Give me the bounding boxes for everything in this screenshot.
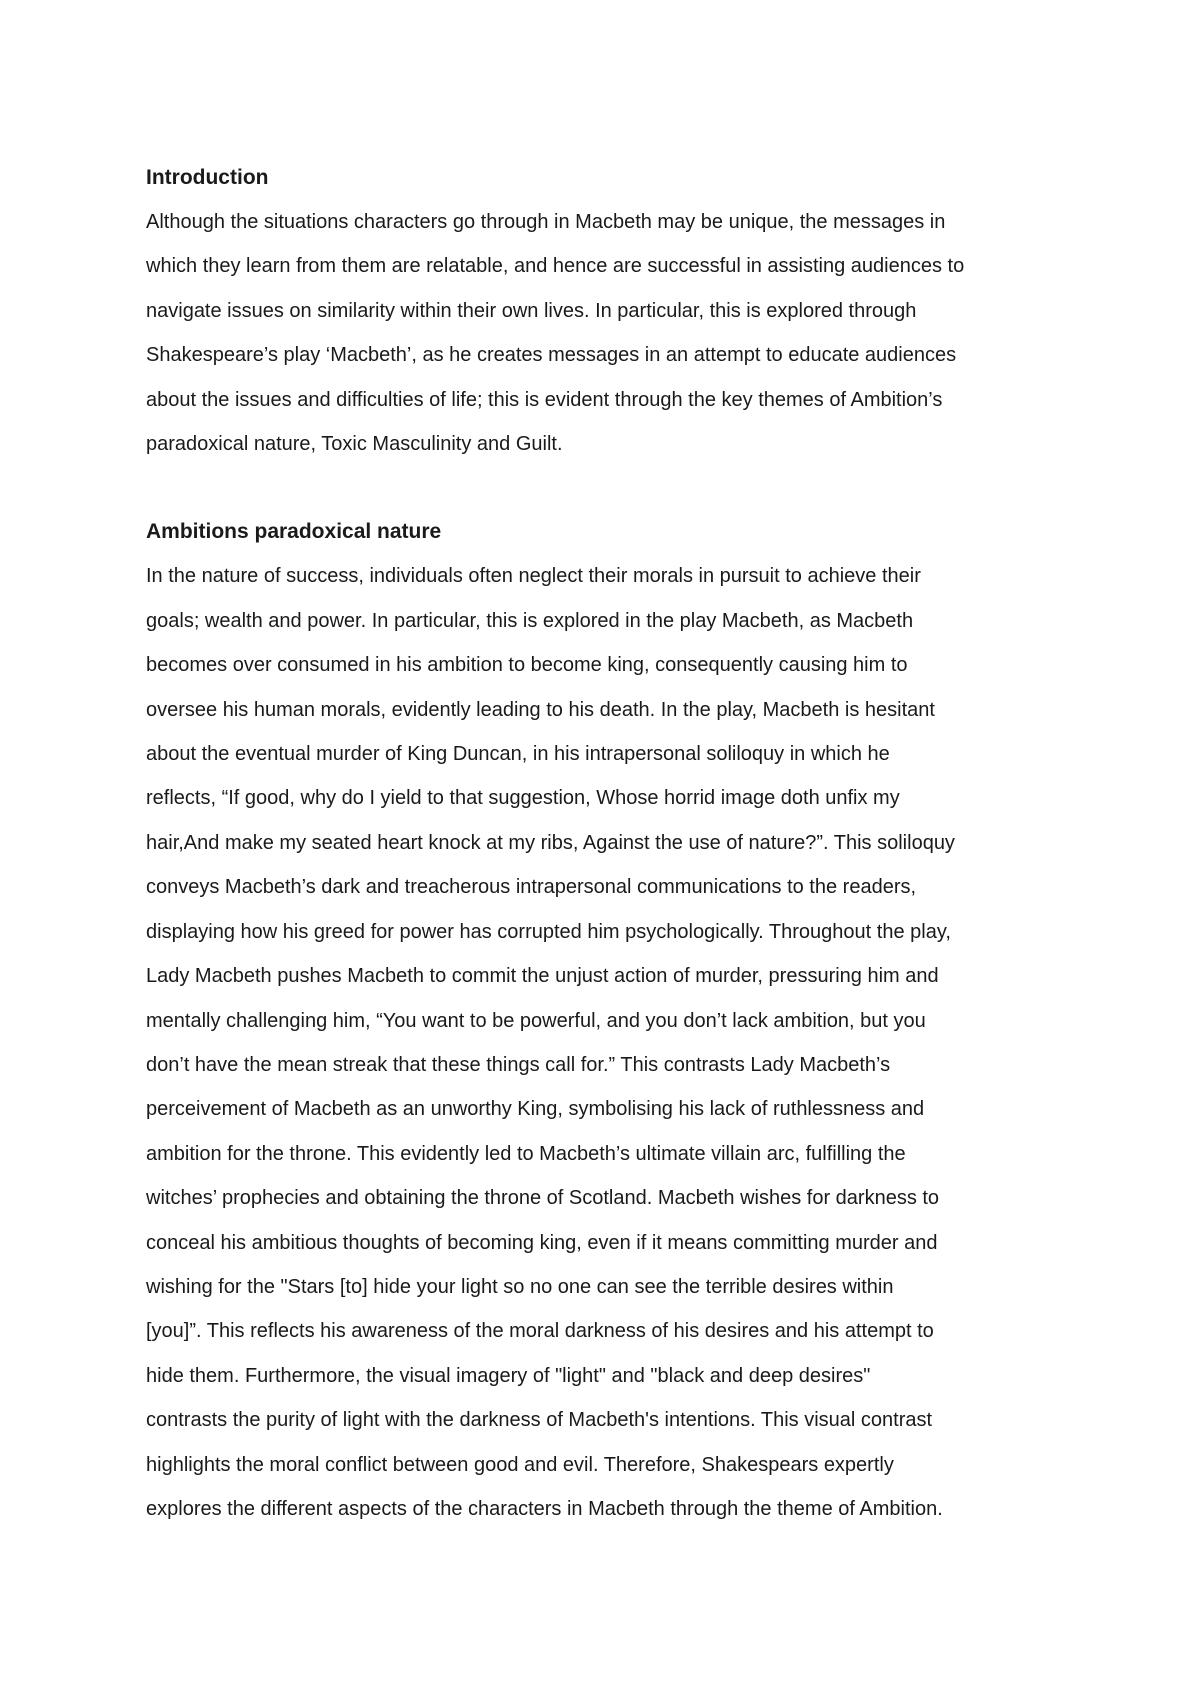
text-line: Shakespeare’s play ‘Macbeth’, as he creates messages in an attempt to educate audiences — [146, 344, 957, 367]
text-line: conceal his ambitious thoughts of becoming king, even if it means committing murder and — [146, 1231, 938, 1254]
text-line: which they learn from them are relatable, and hence are successful in assisting audiences to — [146, 255, 965, 278]
text-line: hide them. Furthermore, the visual imagery of "light" and "black and deep desires" — [146, 1364, 871, 1387]
text-line: In the nature of success, individuals often neglect their morals in pursuit to achieve their — [146, 565, 921, 588]
text-line: explores the different aspects of the characters in Macbeth through the theme of Ambition. — [146, 1497, 943, 1520]
text-line: reflects, “If good, why do I yield to that suggestion, Whose horrid image doth unfix my — [146, 787, 900, 810]
text-line: contrasts the purity of light with the darkness of Macbeth's intentions. This visual contrast — [146, 1409, 933, 1432]
text-line: Although the situations characters go through in Macbeth may be unique, the messages in — [146, 211, 946, 233]
section-heading-introduction: Introduction — [146, 166, 269, 189]
text-line: Lady Macbeth pushes Macbeth to commit the unjust action of murder, pressuring him and — [146, 965, 939, 988]
document-body — [146, 156, 1062, 1531]
text-line: ambition for the throne. This evidently led to Macbeth’s ultimate villain arc, fulfilling the — [146, 1142, 906, 1165]
text-line: don’t have the mean streak that these things call for.” This contrasts Lady Macbeth’s — [146, 1053, 891, 1076]
paragraph-ambition — [146, 554, 1062, 1531]
text-line: navigate issues on similarity within their own lives. In particular, this is explored through — [146, 299, 917, 322]
text-line: witches’ prophecies and obtaining the throne of Scotland. Macbeth wishes for darkness to — [146, 1187, 940, 1210]
text-line: about the issues and difficulties of life; this is evident through the key themes of Ambition’s — [146, 388, 943, 411]
text-line: about the eventual murder of King Duncan, in his intrapersonal soliloquy in which he — [146, 743, 890, 766]
section-spacer — [146, 466, 1062, 510]
section-heading-ambition: Ambitions paradoxical nature — [146, 520, 442, 544]
text-line: highlights the moral conflict between good and evil. Therefore, Shakespears expertly — [146, 1453, 894, 1476]
text-line: displaying how his greed for power has corrupted him psychologically. Throughout the play, — [146, 920, 951, 943]
text-line: goals; wealth and power. In particular, this is explored in the play Macbeth, as Macbeth — [146, 609, 914, 632]
paragraph-introduction — [146, 200, 1062, 466]
text-line: paradoxical nature, Toxic Masculinity and Guilt. — [146, 433, 563, 456]
text-line: wishing for the "Stars [to] hide your light so no one can see the terrible desires within — [146, 1275, 894, 1298]
text-line: becomes over consumed in his ambition to become king, consequently causing him to — [146, 654, 908, 677]
text-line: oversee his human morals, evidently leading to his death. In the play, Macbeth is hesitant — [146, 698, 935, 721]
text-line: perceivement of Macbeth as an unworthy King, symbolising his lack of ruthlessness and — [146, 1098, 925, 1121]
text-line: hair,And make my seated heart knock at my ribs, Against the use of nature?”. This soliloquy — [146, 831, 955, 854]
text-line: conveys Macbeth’s dark and treacherous intrapersonal communications to the readers, — [146, 876, 917, 899]
text-line: [you]”. This reflects his awareness of the moral darkness of his desires and his attempt to — [146, 1320, 934, 1343]
text-line: mentally challenging him, “You want to be powerful, and you don’t lack ambition, but you — [146, 1009, 926, 1032]
